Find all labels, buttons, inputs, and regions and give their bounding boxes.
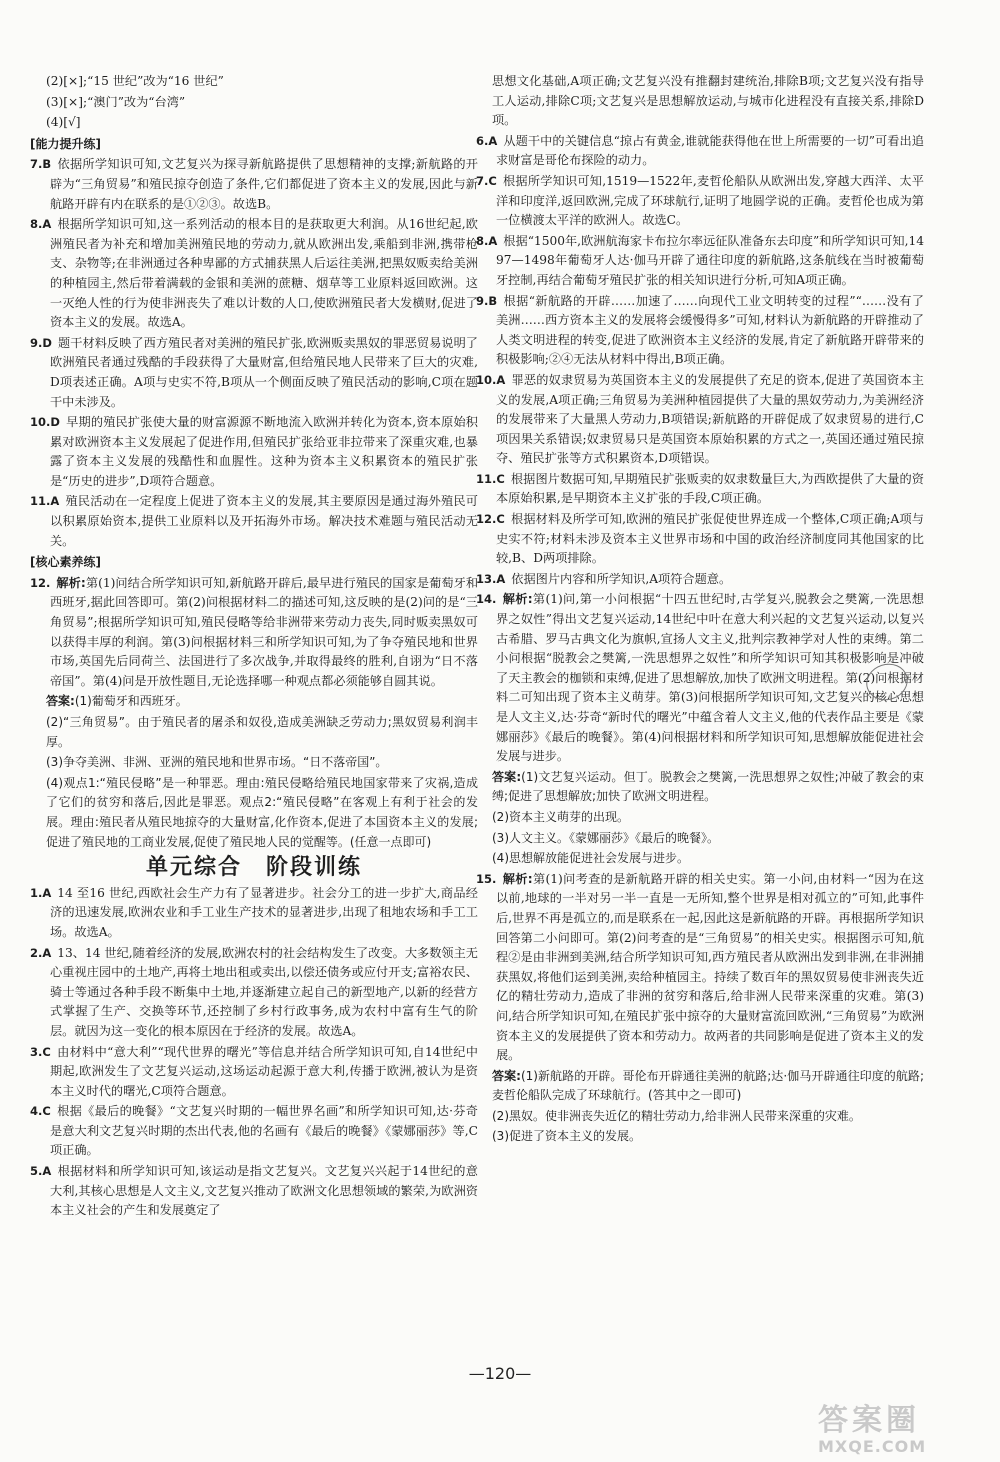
- answer-item: [30, 215, 478, 333]
- item-number: 10.A: [476, 372, 506, 387]
- item-text: 早期的殖民扩张使大量的财富源源不断地流入欧洲并转化为资本,资本原始积累对欧洲资本主义发展起了促进作用,但殖民扩张给亚非拉带来了深重灾难,也暴露了资本主义发展的残酷性和血腥性。这种为资本主义积累资本的殖民扩张是“历史的进步”,D项符合题意。: [50, 415, 478, 488]
- item-number: 13.A: [476, 571, 506, 586]
- analysis-label: 解析:: [502, 871, 533, 886]
- item-text: 殖民活动在一定程度上促进了资本主义的发展,其主要原因是通过海外殖民可以积累原始资本,提供工业原料以及开拓海外市场。解决技术难题与殖民活动无关。: [50, 494, 478, 548]
- item-number: 6.A: [476, 133, 498, 148]
- analysis-text: 第(1)问,第一小问根据“十四五世纪时,古学复兴,脱教会之樊篱,一洗思想界之奴性”得出文艺复兴运动,14世纪中叶在意大利兴起的文艺复兴运动,以复兴古希腊、罗马古典文化为旗帜,宣扬人文主义,批判宗教神学对人性的束缚。第二小问根据“脱教会之樊篱,一洗思想界之奴性”和所学知识可知其积极影响是冲破了天主教会的枷锁和束缚,促进了思想解放,加快了欧洲文明进程。第(2)问根据材料二可知出现了资本主义萌芽。第(3)问根据所学知识可知,文艺复兴的核心思想是人文主义,达·芬奇“新时代的曙光”中蕴含着人文主义,他的代表作品主要是《蒙娜丽莎》《最后的晚餐》。第(4)问根据材料和所学知识可知,思想解放能促进社会发展与进步。: [496, 592, 924, 764]
- item-number: 14.: [476, 592, 497, 607]
- watermark-text: 答案圈: [818, 1403, 920, 1438]
- answer-text: (3)人文主义。《蒙娜丽莎》《最后的晚餐》。: [492, 830, 719, 845]
- item-number: 11.A: [30, 494, 60, 509]
- page-number: —120—: [468, 1364, 532, 1383]
- answer-item: [30, 884, 478, 943]
- section-heading-core: [核心素养练]: [30, 555, 101, 570]
- item-number: 12.: [30, 575, 51, 590]
- item-number: 3.C: [30, 1044, 51, 1059]
- answer-line: (3)[×];“澳门”改为“台湾”: [46, 94, 186, 109]
- item-number: 11.C: [476, 471, 505, 486]
- left-column: [30, 72, 478, 1222]
- item-number: 5.A: [30, 1164, 52, 1179]
- watermark-logo: [818, 1404, 988, 1458]
- item-number: 9.B: [476, 293, 498, 308]
- answer-text: (4)思想解放能促进社会发展与进步。: [492, 851, 689, 866]
- unit-title: 单元综合 阶段训练: [145, 855, 362, 881]
- answer-text: (2)“三角贸易”。由于殖民者的屠杀和奴役,造成美洲缺乏劳动力;黑奴贸易利润丰厚。: [46, 715, 478, 749]
- item-text: 依据所学知识可知,文艺复兴为探寻新航路提供了思想精神的支撑;新航路的开辟为“三角贸易”和殖民掠夺创造了条件,它们都促进了资本主义的发展,因此与新航路开辟有内在联系的是①②③。故选B。: [50, 157, 478, 211]
- answer-item: [476, 510, 924, 569]
- answer-text: (1)文艺复兴运动。但丁。脱教会之樊篱,一洗思想界之奴性;冲破了教会的束缚;促进了思想解放;加快了欧洲文明进程。: [492, 769, 924, 804]
- item-number: 8.A: [30, 217, 52, 232]
- item-number: 7.C: [476, 173, 497, 188]
- item-text: 13、14 世纪,随着经济的发展,欧洲农村的社会结构发生了改变。大多数领主无心重视庄园中的土地产,再将土地出租或卖出,以偿还债务或应付开支;富裕农民、骑士等通过各种手段不断集中土地,并逐渐建立起自己的新型地产,以新的经营方式掌握了生产、交换等环节,还控制了乡村行政事务,成为农村中富有生气的阶层。就因为这一变化的根本原因在于经济的发展。故选A。: [50, 945, 478, 1038]
- item-number: 4.C: [30, 1104, 51, 1119]
- answer-item: [476, 570, 924, 590]
- item-number: 1.A: [30, 885, 52, 900]
- analysis-label: 解析:: [502, 592, 533, 607]
- item-text: 根据材料及所学可知,欧洲的殖民扩张促使世界连成一个整体,C项正确;A项与史实不符;材料未涉及资本主义世界市场和中国的政治经济制度同其他国家的比较,B、D两项排除。: [496, 512, 924, 566]
- item-text: 根据“1500年,欧洲航海家卡布拉尔率远征队准备东去印度”和所学知识可知,1497—1498年葡萄牙人达·伽马开辟了通往印度的新航路,这条航线在当时被葡萄牙控制,再结合葡萄牙殖民扩张的相关知识进行分析,可知A项正确。: [496, 233, 924, 287]
- answer-text: (2)黑奴。使非洲丧失近亿的精壮劳动力,给非洲人民带来深重的灾难。: [492, 1108, 861, 1123]
- answer-item: [476, 172, 924, 231]
- answer-item: [30, 1043, 478, 1102]
- item-number: 2.A: [30, 945, 52, 960]
- answer-text: (3)促进了资本主义的发展。: [492, 1129, 641, 1144]
- answer-line: (4)[√]: [46, 115, 81, 130]
- analysis-label: 解析:: [56, 575, 86, 590]
- answer-item: [476, 371, 924, 469]
- answer-text: (4)观点1:“殖民侵略”是一种罪恶。理由:殖民侵略给殖民地国家带来了灾祸,造成了它们的贫穷和落后,因此是罪恶。观点2:“殖民侵略”在客观上有利于社会的发展。理由:殖民者从殖民地掠夺的大量财富,化作资本,促进了本国资本主义的发展;促进了殖民地的工商业发展,促使了殖民地人民的觉醒等。(任意一点即可): [46, 775, 478, 849]
- answer-block: [30, 692, 478, 712]
- answer-item: [30, 492, 478, 551]
- answer-label: 答案:: [492, 769, 522, 784]
- item-number: 8.A: [476, 233, 498, 248]
- answer-item-15: [476, 870, 924, 1066]
- answer-item-12: [30, 574, 478, 692]
- right-column: [476, 72, 924, 1148]
- answer-item: [30, 1102, 478, 1161]
- answer-item: [30, 155, 478, 214]
- item-number: 10.D: [30, 415, 60, 430]
- watermark-url: MXQE.COM: [818, 1437, 927, 1456]
- answer-text: (2)资本主义萌芽的出现。: [492, 809, 629, 824]
- answer-item-14: [476, 590, 924, 766]
- item-text: 依据图片内容和所学知识,A项符合题意。: [511, 571, 732, 586]
- answer-label: 答案:: [46, 694, 75, 709]
- analysis-text: 第(1)问结合所学知识可知,新航路开辟后,最早进行殖民的国家是葡萄牙和西班牙,据此回答即可。第(2)问根据材料二的描述可知,这反映的是(2)问的是“三角贸易”;根据所学知识可知,殖民侵略等给非洲带来劳动力丧失,同时贩卖黑奴可以获得丰厚的利润。第(3)问根据材料三和所学知识可知,为了争夺殖民地和世界市场,英国先后同荷兰、法国进行了多次战争,并取得最终的胜利,自诩为“日不落帝国”。第(4)问是开放性题目,无论选择哪一种观点都必须能够自圆其说。: [50, 575, 479, 688]
- item-number: 15.: [476, 871, 497, 886]
- answer-item: [476, 470, 924, 509]
- item-text: 14 至16 世纪,西欧社会生产力有了显著进步。社会分工的进一步扩大,商品经济的迅速发展,欧洲农业和手工业生产技术的显著进步,出现了租地农场和手工工场。故选A。: [50, 885, 478, 939]
- item-number: 12.C: [476, 512, 505, 527]
- item-text: 根据材料和所学知识可知,该运动是指文艺复兴。文艺复兴兴起于14世纪的意大利,其核心思想是人文主义,文艺复兴推动了欧洲文化思想领域的繁荣,为欧洲资本主义社会的产生和发展奠定了: [50, 1164, 478, 1218]
- answer-line: (2)[×];“15 世纪”改为“16 世纪”: [46, 74, 224, 88]
- item-text: 根据所学知识可知,这一系列活动的根本目的是获取更大利润。从16世纪起,欧洲殖民者为补充和增加美洲殖民地的劳动力,就从欧洲出发,乘船到非洲,携带枪支、杂物等;在非洲通过各种卑鄙的方式捕获黑人后运往美洲,把黑奴贩卖给美洲的种植园主,然后带着满载的金银和美洲的蔗糖、烟草等工业原料返回欧洲。这一灭绝人性的行为使非洲丧失了难以计数的人口,使欧洲殖民者大发横财,促进了资本主义的发展。故选A。: [50, 217, 478, 330]
- item-text: 根据“新航路的开辟……加速了……向现代工业文明转变的过程”“……没有了美洲……西方资本主义的发展将会缓慢得多”可知,材料认为新航路的开辟推动了人类文明进程的转变,促进了欧洲资本主义经济的发展,肯定了新航路开辟带来的积极影响;②④无法从材料中得出,B项正确。: [496, 293, 924, 367]
- section-heading-ability: [能力提升练]: [30, 136, 101, 151]
- item-text: 罪恶的奴隶贸易为英国资本主义的发展提供了充足的资本,促进了英国资本主义的发展,A项正确;三角贸易为美洲种植园提供了大量的黑奴劳动力,为美洲经济的发展带来了大量黑人劳动力,B项错误;新航路的开辟促成了奴隶贸易的进行,C项因果关系错误;奴隶贸易只是英国资本原始积累的方式之一,英国还通过殖民掠夺、殖民扩张等方式积累资本,D项错误。: [496, 372, 924, 466]
- answer-item: [30, 944, 478, 1042]
- item-text: 从题干中的关键信息“掠占有黄金,谁就能获得他在世上所需要的一切”可看出追求财富是哥伦布探险的动力。: [496, 133, 924, 168]
- analysis-text: 第(1)问考查的是新航路开辟的相关史实。第一小问,由材料一“因为在这以前,地球的一半对另一半一直是一无所知,整个世界是相对孤立的”可知,此事件后,世界不再是孤立的,而是联系在一起,因此这是新航路的开辟。再根据所学知识回答第二小问即可。第(2)问考查的是“三角贸易”的相关史实。根据图示可知,航程②是由非洲到美洲,结合所学知识可知,西方殖民者从欧洲出发到非洲,在非洲捕获黑奴,将他们运到美洲,卖给种植园主。持续了数百年的黑奴贸易使非洲丧失近亿的精壮劳动力,造成了非洲的贫穷和落后,给非洲人民带来深重的灾难。第(3)问,结合所学知识可知,在殖民扩张中掠夺的大量财富流回欧洲,“三角贸易”为欧洲资本主义的发展提供了资本和劳动力。故两者的共同影响是促进了资本主义的发展。: [496, 871, 925, 1063]
- item-text: 根据图片数据可知,早期殖民扩张贩卖的奴隶数量巨大,为西欧提供了大量的资本原始积累,是早期资本主义扩张的手段,C项正确。: [496, 471, 924, 506]
- answer-item: [30, 413, 478, 491]
- answer-item: [30, 1162, 478, 1221]
- answer-item: [30, 334, 478, 412]
- answer-text: (1)新航路的开辟。哥伦布开辟通往美洲的航路;达·伽马开辟通往印度的航路;麦哲伦船队完成了环球航行。(答其中之一即可): [492, 1068, 924, 1103]
- answer-label: 答案:: [492, 1068, 521, 1083]
- answer-text: (3)争夺美洲、非洲、亚洲的殖民地和世界市场。“日不落帝国”。: [46, 755, 388, 770]
- item-text: 由材料中“意大利”“现代世界的曙光”等信息并结合所学知识可知,自14世纪中期起,欧洲发生了文艺复兴运动,这场运动起源于意大利,传播于欧洲,被认为是资本主义时代的曙光,C项符合题意。: [50, 1044, 478, 1098]
- item-text: 根据所学知识可知,1519—1522年,麦哲伦船队从欧洲出发,穿越大西洋、太平洋和印度洋,返回欧洲,完成了环球航行,证明了地圆学说的正确。麦哲伦也成为第一位横渡太平洋的欧洲人。故选C。: [496, 173, 924, 228]
- answer-text: (1)葡萄牙和西班牙。: [74, 694, 188, 709]
- item-number: 7.B: [30, 157, 52, 172]
- answer-block: [476, 768, 924, 807]
- answer-item: [476, 232, 924, 291]
- answer-item: [476, 132, 924, 171]
- item-number: 9.D: [30, 335, 52, 350]
- item-text: 根据《最后的晚餐》“文艺复兴时期的一幅世界名画”和所学知识可知,达·芬奇是意大利文艺复兴时期的杰出代表,他的名画有《最后的晚餐》《蒙娜丽莎》等,C项正确。: [50, 1104, 478, 1158]
- item-text: 题干材料反映了西方殖民者对美洲的殖民扩张,欧洲贩卖黑奴的罪恶贸易说明了欧洲殖民者通过残酷的手段获得了大量财富,但给殖民地人民带来了巨大的灾难,D项表述正确。A项与史实不符,B项从一个侧面反映了殖民活动的影响,C项在题干中未涉及。: [50, 335, 478, 409]
- answer-block: [476, 1067, 924, 1106]
- continued-text: 思想文化基础,A项正确;文艺复兴没有推翻封建统治,排除B项;文艺复兴没有指导工人运动,排除C项;文艺复兴是思想解放运动,与城市化进程没有直接关系,排除D项。: [492, 74, 924, 128]
- answer-item: [476, 292, 924, 370]
